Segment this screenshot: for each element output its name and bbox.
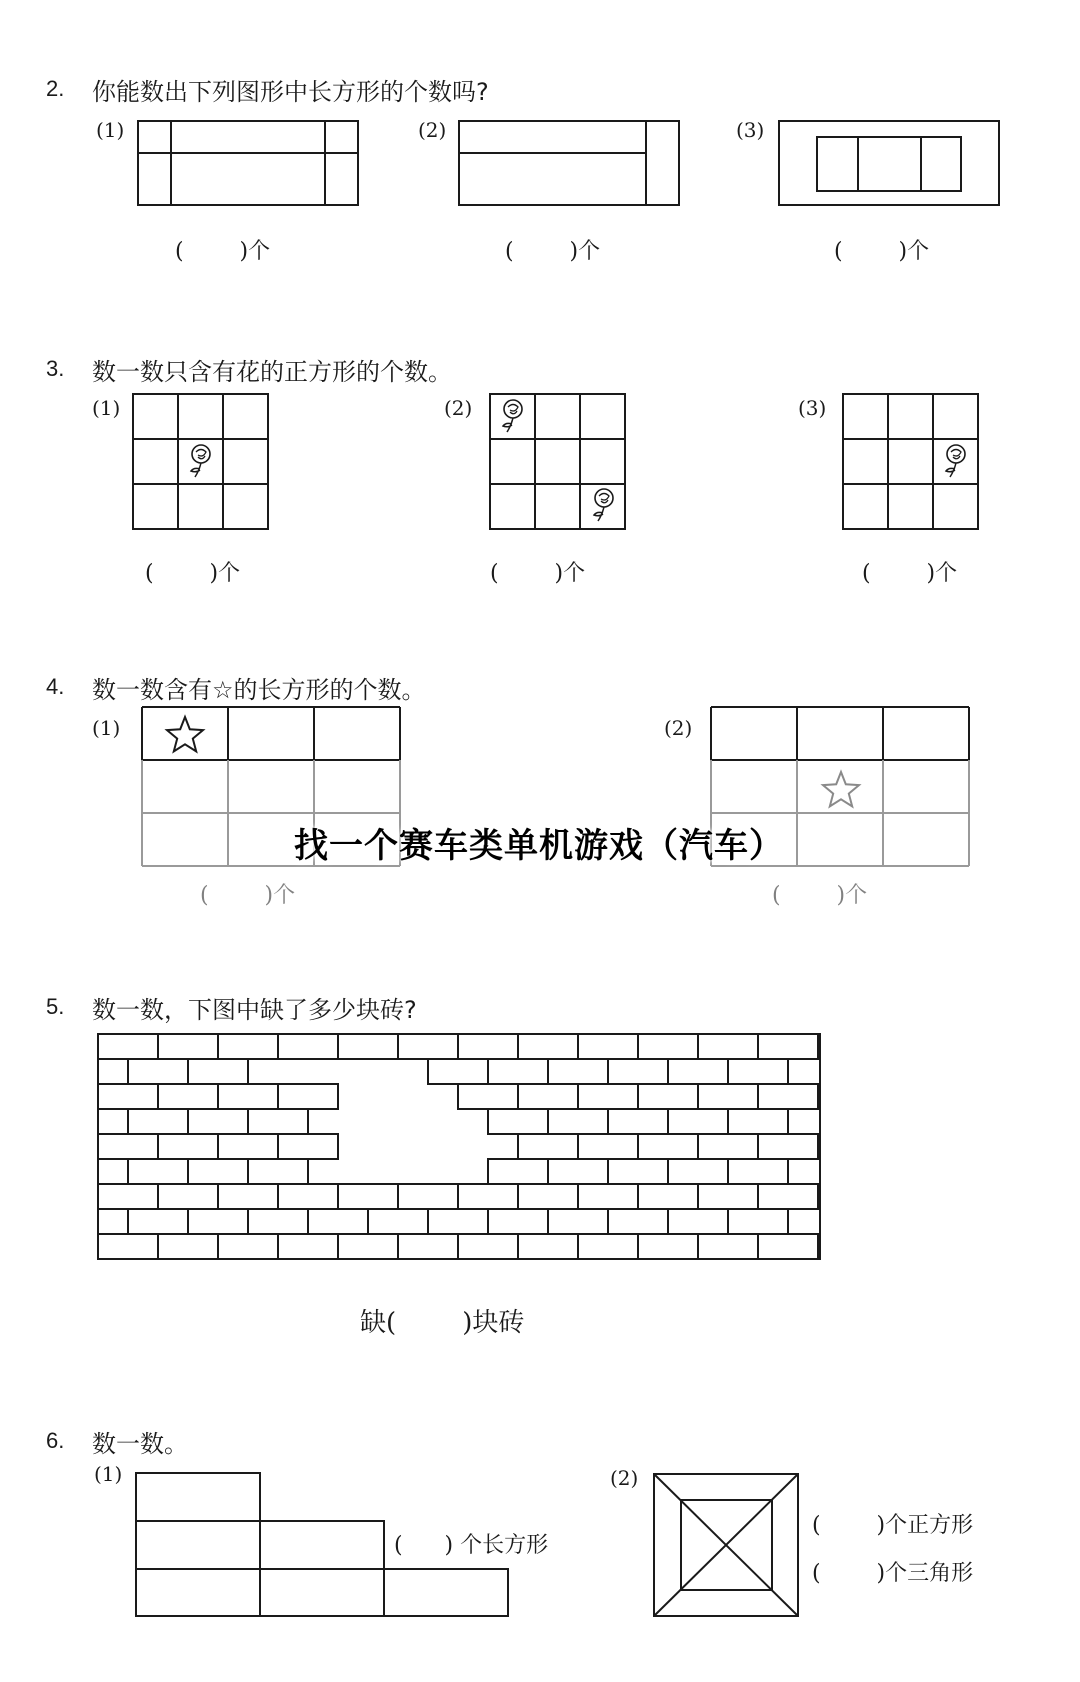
- q2-prompt: 你能数出下列图形中长方形的个数吗?: [92, 78, 489, 106]
- q3-part3-label: (3): [798, 396, 827, 420]
- q3-part1-answer[interactable]: ( )个: [145, 561, 241, 586]
- q2-part2-answer[interactable]: ( )个: [505, 239, 601, 264]
- q6-square-figure: [654, 1474, 798, 1616]
- q4-prompt: 数一数含有☆的长方形的个数。: [92, 676, 426, 704]
- q3-prompt: 数一数只含有花的正方形的个数。: [92, 358, 452, 386]
- q3-part2-label: (2): [444, 396, 473, 420]
- q4-part1-answer[interactable]: ( )个: [200, 883, 296, 908]
- q5-answer[interactable]: 缺( )块砖: [360, 1308, 525, 1338]
- q2-number: 2.: [46, 76, 65, 101]
- q6-prompt: 数一数。: [92, 1430, 188, 1458]
- q4-part2-label: (2): [664, 716, 693, 740]
- q5-number: 5.: [46, 994, 65, 1019]
- q6-number: 6.: [46, 1428, 65, 1453]
- q2-part1-answer[interactable]: ( )个: [175, 239, 271, 264]
- q6-part1-label: (1): [94, 1462, 123, 1486]
- q6-part2-answer-squares[interactable]: ( )个正方形: [812, 1513, 974, 1538]
- q3-part2-answer[interactable]: ( )个: [490, 561, 586, 586]
- q2-part3-label: (3): [736, 118, 765, 142]
- q6-part1-answer[interactable]: ( ) 个长方形: [394, 1533, 549, 1558]
- q2-part1-label: (1): [96, 118, 125, 142]
- q4-number: 4.: [46, 674, 65, 699]
- q6-part2-answer-triangles[interactable]: ( )个三角形: [812, 1561, 974, 1586]
- q2-part3-answer[interactable]: ( )个: [834, 239, 930, 264]
- q3-part1-label: (1): [92, 396, 121, 420]
- q4-part1-label: (1): [92, 716, 121, 740]
- q2-part2-label: (2): [418, 118, 447, 142]
- q5-prompt: 数一数，下图中缺了多少块砖?: [92, 996, 417, 1024]
- q4-part2-answer[interactable]: ( )个: [772, 883, 868, 908]
- q6-part2-label: (2): [610, 1466, 639, 1490]
- q3-number: 3.: [46, 356, 65, 381]
- overlay-title: 找一个赛车类单机游戏（汽车）: [294, 826, 784, 866]
- q3-part3-answer[interactable]: ( )个: [862, 561, 958, 586]
